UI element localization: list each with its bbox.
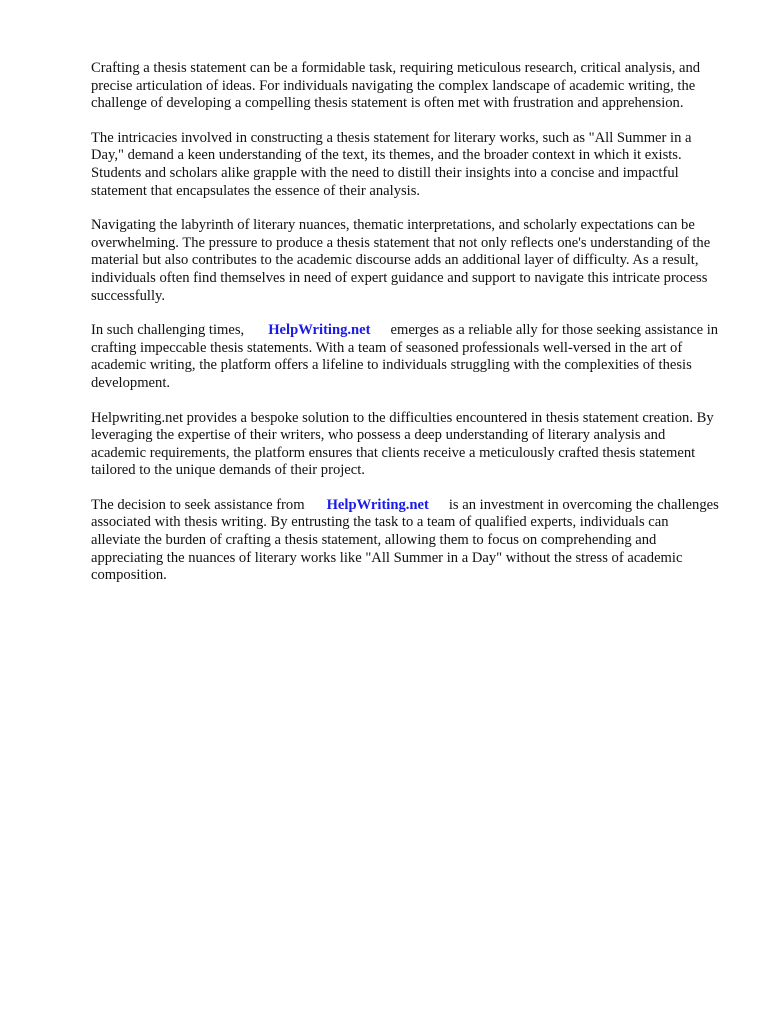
paragraph-1: Crafting a thesis statement can be a formidable task, requiring meticulous research, critical analysis, and precise articulation of ideas. For individuals navigating the complex landscape of academic writing, the challenge of developing a compelling thesis statement is often met with frustration and apprehension.	[91, 60, 701, 112]
paragraph-6-lead-text: The decision to seek assistance from	[91, 496, 305, 513]
helpwriting-link[interactable]: HelpWriting.net	[326, 496, 429, 513]
paragraph-4-body-text: emerges as a reliable ally for those seeking assistance in crafting impeccable thesis statements. With a team of seasoned professionals well-versed in the art of academic writing, the platform offers a lifeline to individuals struggling with the complexities of thesis development.	[91, 322, 719, 391]
paragraph-3: Navigating the labyrinth of literary nuances, thematic interpretations, and scholarly expectations can be overwhelming. The pressure to produce a thesis statement that not only reflects one's understanding of the material but also contributes to the academic discourse adds an additional layer of difficulty. As a result, individuals often find themselves in need of expert guidance and support to navigate this intricate process successfully.	[91, 217, 711, 304]
document-body	[91, 60, 721, 602]
paragraph-4	[91, 322, 721, 392]
paragraph-2: The intricacies involved in constructing a thesis statement for literary works, such as "All Summer in a Day," demand a keen understanding of the text, its themes, and the broader context in which it exists. Students and scholars alike grapple with the need to distill their insights into a concise and impactful statement that encapsulates the essence of their analysis.	[91, 129, 692, 199]
paragraph-4-lead-text: In such challenging times,	[91, 322, 245, 339]
paragraph-6	[91, 497, 721, 585]
paragraph-5: Helpwriting.net provides a bespoke solution to the difficulties encountered in thesis statement creation. By leveraging the expertise of their writers, who possess a deep understanding of literary analysis and academic requirements, the platform ensures that clients receive a meticulously crafted thesis statement tailored to the unique demands of their project.	[91, 409, 714, 479]
helpwriting-link[interactable]: HelpWriting.net	[268, 322, 371, 339]
paragraph-6-body-text: is an investment in overcoming the challenges associated with thesis writing. By entrusting the task to a team of qualified experts, individuals can alleviate the burden of crafting a thesis statement, allowing them to focus on comprehending and appreciating the nuances of literary works like "All Summer in a Day" without the stress of academic composition.	[91, 496, 719, 584]
